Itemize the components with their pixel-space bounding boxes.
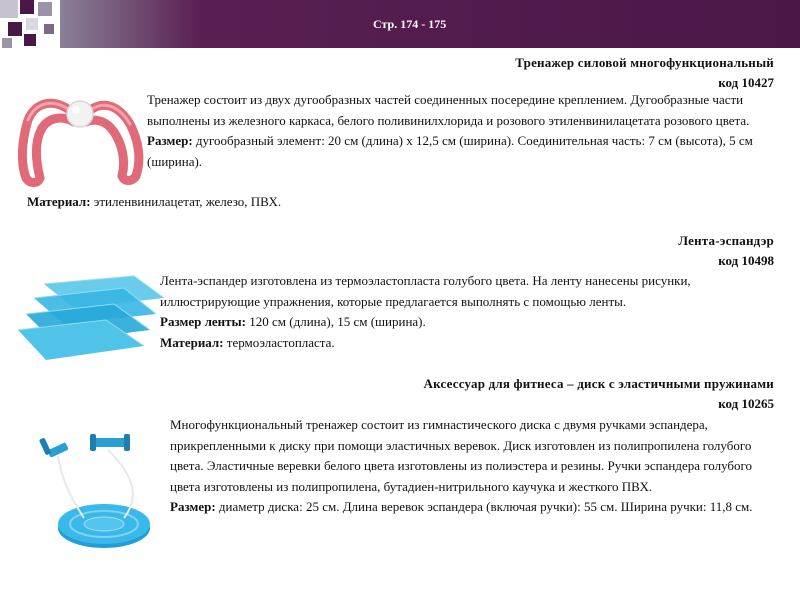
- decorative-squares: [0, 0, 60, 48]
- description-text: Лента-эспандер изготовлена из термоэластопласта голубого цвета. На ленту нанесены рисунки, иллюстрирующие упражнения, которые предлагается выполнять с помощью ленты.: [160, 273, 691, 309]
- product-code: код 10265: [718, 396, 774, 411]
- page-reference: Стр. 174 - 175: [373, 17, 447, 31]
- product-code: код 10498: [718, 253, 774, 268]
- size-value: 120 см (длина), 15 см (ширина).: [246, 314, 426, 329]
- product-code: код 10427: [718, 75, 774, 90]
- product-description: [147, 90, 777, 172]
- product-title: Тренажер силовой многофункциональный: [515, 55, 774, 70]
- product-description: [170, 415, 782, 518]
- description-text: Тренажер состоит из двух дугообразных частей соединенных посередине креплением. Дугообразные части выполнены из железного каркаса, белого поливинилхлорида и розового этиленвинилацетата розового цвета.: [147, 92, 750, 128]
- material-label: Материал:: [160, 334, 224, 350]
- product-description: [160, 271, 780, 353]
- blue-twist-disc-image: [34, 428, 168, 552]
- size-label: Размер:: [170, 499, 216, 514]
- blue-resistance-band-image: [14, 274, 166, 366]
- size-value: диаметр диска: 25 см. Длина веревок эспандера (включая ручки): 55 см. Ширина ручки: 11,8 см.: [215, 499, 753, 514]
- size-value: дугообразный элемент: 20 см (длина) х 12,5 см (ширина). Соединительная часть: 7 см (высота), 5 см (ширина).: [147, 133, 753, 169]
- material-value: термоэластопласта.: [223, 334, 335, 350]
- size-label: Размер ленты:: [160, 314, 247, 329]
- description-text: Многофункциональный тренажер состоит из гимнастического диска с двумя ручками эспандера, прикрепленными к диску при помощи эластичных веревок. Диск изготовлен из полипропилена голубого цвета. Эластичные веревки белого цвета изготовлены из полиэстера и резины. Ручки эспандера голубого цвета изготовлены из полипропилена, бутадиен-нитрильного каучука и жесткого ПВХ.: [170, 417, 753, 494]
- material-label: Материал:: [27, 194, 91, 209]
- material-value: этиленвинилацетат, железо, ПВХ.: [90, 194, 282, 209]
- product-title: Аксессуар для фитнеса – диск с эластичными пружинами: [423, 376, 774, 391]
- product-title: Лента-эспандэр: [678, 233, 774, 248]
- product-material: [27, 192, 727, 213]
- size-label: Размер:: [147, 133, 193, 148]
- pink-thigh-trainer-image: [18, 92, 146, 190]
